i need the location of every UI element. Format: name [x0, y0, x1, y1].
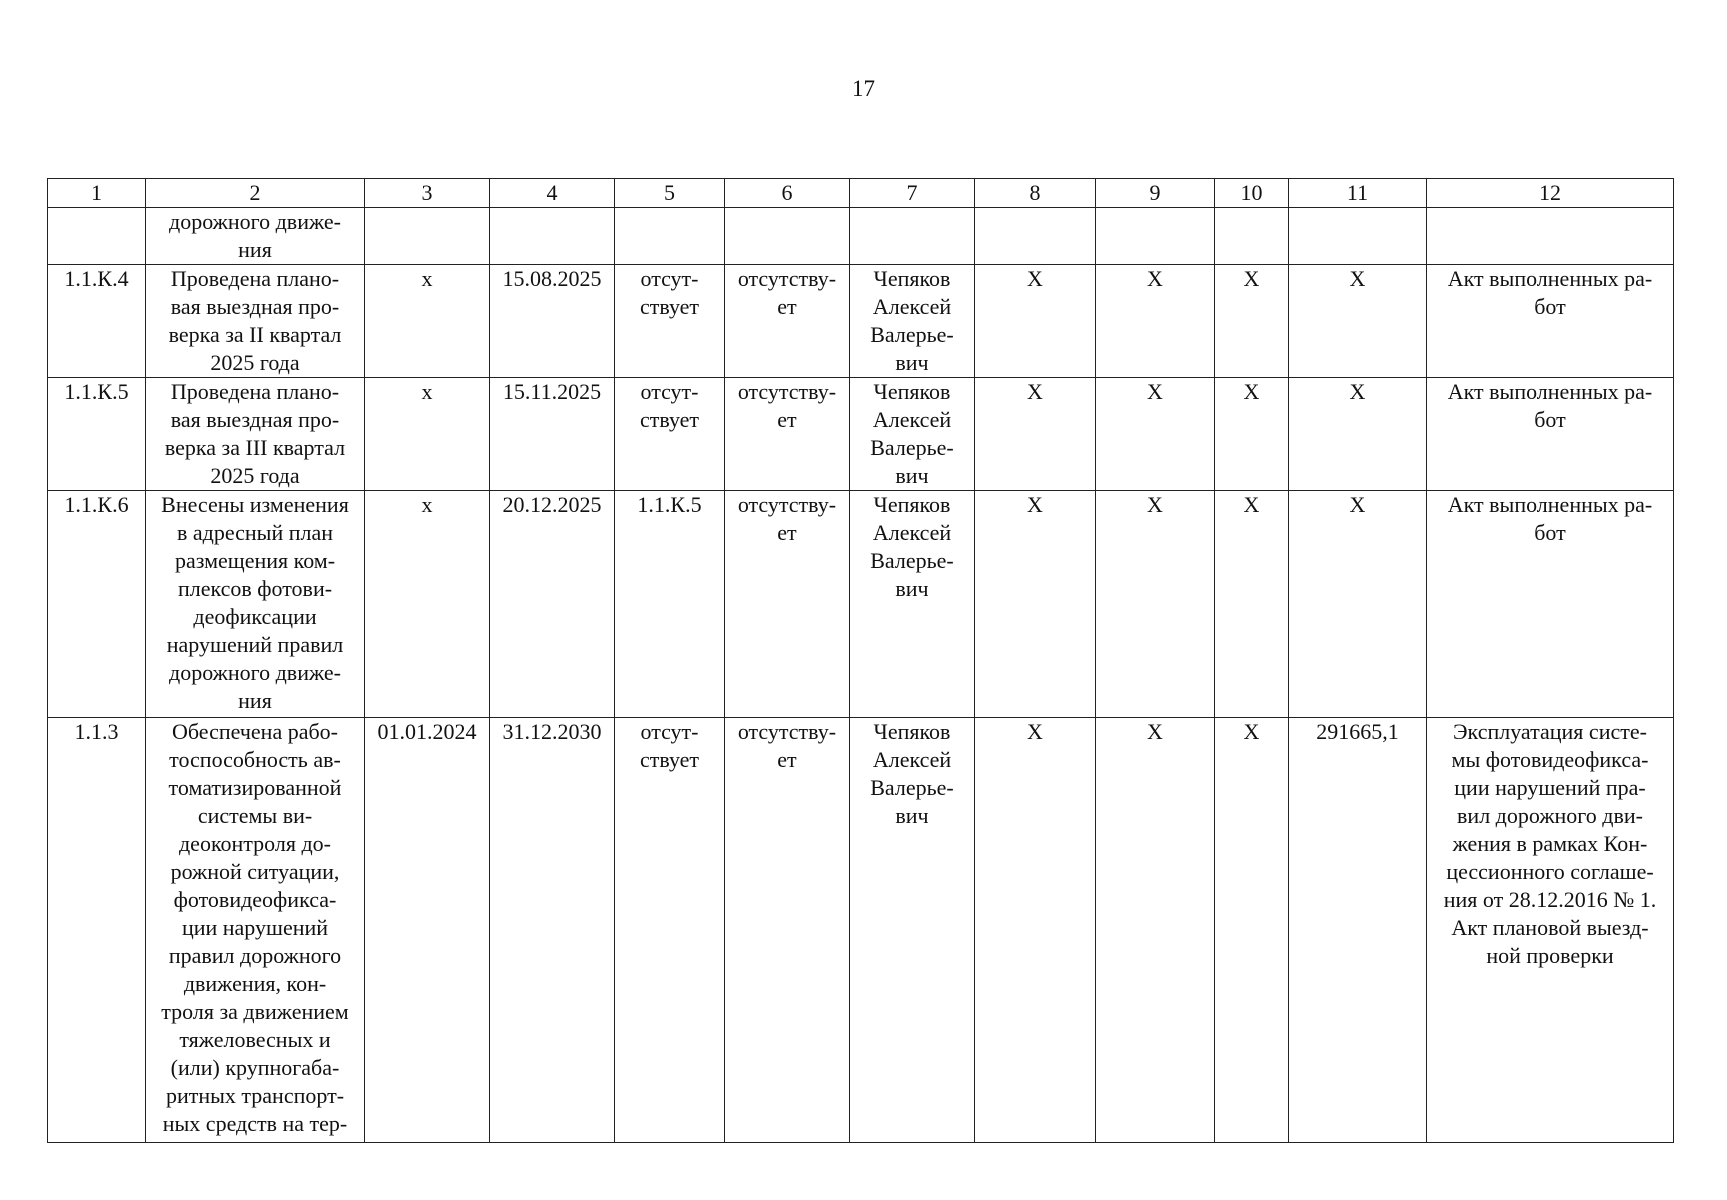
start-date-cell: х: [365, 378, 490, 491]
result-document-cell: Акт выполненных ра- бот: [1427, 378, 1674, 491]
column-header: 6: [725, 179, 850, 208]
start-date-cell: х: [365, 265, 490, 378]
value-cell: Х: [975, 265, 1096, 378]
value-cell: Х: [975, 378, 1096, 491]
start-date-cell: 01.01.2024: [365, 718, 490, 1143]
table-row: [48, 378, 1674, 491]
column-header: 3: [365, 179, 490, 208]
page-number: 17: [852, 76, 875, 101]
column-number-header-row: [48, 179, 1674, 208]
predecessor-cell: отсут- ствует: [615, 378, 725, 491]
item-code-cell: 1.1.К.4: [48, 265, 146, 378]
responsible-cell: Чепяков Алексей Валерье- вич: [850, 265, 975, 378]
table-row: [48, 718, 1674, 1143]
end-date-cell: 15.11.2025: [490, 378, 615, 491]
column-header: 4: [490, 179, 615, 208]
responsible-cell: Чепяков Алексей Валерье- вич: [850, 718, 975, 1143]
column-header: 10: [1215, 179, 1289, 208]
description-cell: Обеспечена рабо- тоспособность ав- томатизированной системы ви- деоконтроля до- рожной ситуации, фотовидеофикса- ции нарушений правил дорожного движения, кон- троля за движением тяжеловесных и (или) крупногаба- ритных транспорт- ных средств на тер-: [146, 718, 365, 1143]
value-cell: Х: [1096, 718, 1215, 1143]
value-cell: Х: [975, 491, 1096, 718]
responsible-cell: [850, 208, 975, 265]
result-document-cell: [1427, 208, 1674, 265]
end-date-cell: [490, 208, 615, 265]
value-cell: Х: [1096, 265, 1215, 378]
value-cell: Х: [1289, 491, 1427, 718]
successor-cell: [725, 208, 850, 265]
value-cell: [1289, 208, 1427, 265]
column-header: 7: [850, 179, 975, 208]
end-date-cell: 20.12.2025: [490, 491, 615, 718]
value-cell: [1096, 208, 1215, 265]
value-cell: Х: [1289, 265, 1427, 378]
value-cell: Х: [1215, 265, 1289, 378]
description-cell: дорожного движе- ния: [146, 208, 365, 265]
item-code-cell: [48, 208, 146, 265]
successor-cell: отсутству- ет: [725, 265, 850, 378]
column-header: 8: [975, 179, 1096, 208]
description-cell: Проведена плано- вая выездная про- верка за III квартал 2025 года: [146, 378, 365, 491]
column-header: 5: [615, 179, 725, 208]
column-header: 12: [1427, 179, 1674, 208]
start-date-cell: [365, 208, 490, 265]
responsible-cell: Чепяков Алексей Валерье- вич: [850, 491, 975, 718]
item-code-cell: 1.1.К.6: [48, 491, 146, 718]
predecessor-cell: 1.1.К.5: [615, 491, 725, 718]
column-header: 11: [1289, 179, 1427, 208]
column-header: 9: [1096, 179, 1215, 208]
value-cell: [1215, 208, 1289, 265]
predecessor-cell: [615, 208, 725, 265]
column-header: 2: [146, 179, 365, 208]
table-row: [48, 208, 1674, 265]
result-document-cell: Эксплуатация систе- мы фотовидеофикса- ции нарушений пра- вил дорожного дви- жения в рамках Кон- цессионного соглаше- ния от 28.12.2016 № 1. Акт плановой выезд- ной проверки: [1427, 718, 1674, 1143]
value-cell: Х: [1215, 718, 1289, 1143]
result-document-cell: Акт выполненных ра- бот: [1427, 265, 1674, 378]
end-date-cell: 15.08.2025: [490, 265, 615, 378]
value-cell: Х: [1096, 378, 1215, 491]
end-date-cell: 31.12.2030: [490, 718, 615, 1143]
successor-cell: отсутству- ет: [725, 378, 850, 491]
value-cell: [975, 208, 1096, 265]
description-cell: Проведена плано- вая выездная про- верка за II квартал 2025 года: [146, 265, 365, 378]
value-cell: Х: [1215, 378, 1289, 491]
start-date-cell: х: [365, 491, 490, 718]
value-cell: Х: [1215, 491, 1289, 718]
description-cell: Внесены изменения в адресный план размещения ком- плексов фотови- деофиксации нарушений правил дорожного движе- ния: [146, 491, 365, 718]
item-code-cell: 1.1.3: [48, 718, 146, 1143]
table-row: [48, 265, 1674, 378]
predecessor-cell: отсут- ствует: [615, 265, 725, 378]
successor-cell: отсутству- ет: [725, 718, 850, 1143]
result-document-cell: Акт выполненных ра- бот: [1427, 491, 1674, 718]
predecessor-cell: отсут- ствует: [615, 718, 725, 1143]
value-cell: Х: [1096, 491, 1215, 718]
item-code-cell: 1.1.К.5: [48, 378, 146, 491]
successor-cell: отсутству- ет: [725, 491, 850, 718]
responsible-cell: Чепяков Алексей Валерье- вич: [850, 378, 975, 491]
table-row: [48, 491, 1674, 718]
document-table: [47, 178, 1674, 1143]
value-cell: Х: [975, 718, 1096, 1143]
value-cell: Х: [1289, 378, 1427, 491]
value-cell: 291665,1: [1289, 718, 1427, 1143]
column-header: 1: [48, 179, 146, 208]
